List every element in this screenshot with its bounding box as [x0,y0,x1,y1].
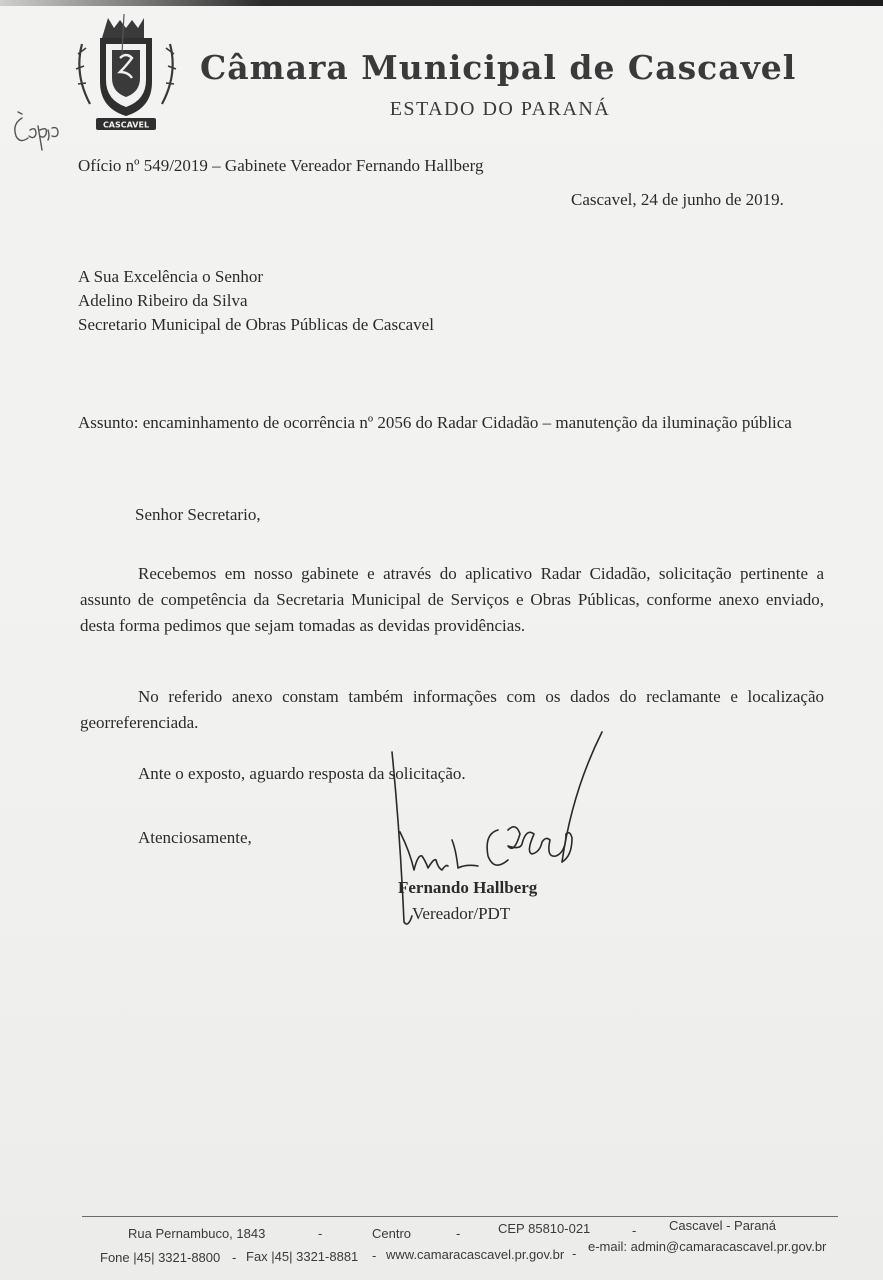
salutation: Senhor Secretario, [135,505,261,524]
recipient-name: Adelino Ribeiro da Silva [78,291,248,310]
recipient-title: Secretario Municipal de Obras Públicas de Cascavel [78,315,434,334]
body-paragraph-3: Ante o exposto, aguardo resposta da solicitação. [138,764,466,783]
recipient-line: A Sua Excelência o Senhor [78,267,264,286]
page-subtitle: ESTADO DO PARANÁ [389,98,611,120]
footer-email[interactable]: e-mail: admin@camaracascavel.pr.gov.br [588,1239,827,1254]
footer-separator: - [318,1226,323,1241]
footer-separator: - [372,1248,377,1263]
footer-separator: - [232,1250,237,1265]
footer-city: Cascavel - Paraná [669,1218,776,1233]
body-paragraph-1: Recebemos em nosso gabinete e através do aplicativo Radar Cidadão, solicitação pertinente a assunto de competência da Secretaria Municipal de Serviços e Obras Públicas, conforme anexo enviado, desta forma pedimos que sejam tomadas as devidas providências. [80,564,824,635]
footer-phone: Fone |45| 3321-8800 [100,1250,221,1265]
footer-website[interactable]: www.camaracascavel.pr.gov.br [386,1247,565,1262]
crest-label: CASCAVEL [102,120,150,130]
subject-line: Assunto: encaminhamento de ocorrência nº 2056 do Radar Cidadão – manutenção da iluminação pública [78,413,792,432]
page-title: Câmara Municipal de Cascavel [200,48,797,87]
footer-district: Centro [372,1226,412,1241]
coat-of-arms-icon [72,14,180,134]
footer-divider [82,1216,838,1217]
reference-line: Ofício nº 549/2019 – Gabinete Vereador Fernando Hallberg [78,156,484,175]
scan-edge [0,0,883,6]
closing: Atenciosamente, [138,828,252,847]
footer-cep: CEP 85810-021 [498,1221,591,1236]
signer-name: Fernando Hallberg [398,878,538,897]
body-paragraph-2: No referido anexo constam também informações com os dados do reclamante e localização georreferenciada. [80,687,824,732]
footer-separator: - [456,1226,461,1241]
handwritten-note-icon [4,104,64,164]
footer-separator: - [632,1223,637,1238]
signature-icon [390,722,620,942]
footer-address: Rua Pernambuco, 1843 [128,1226,266,1241]
signer-role: Vereador/PDT [412,904,511,923]
date-line: Cascavel, 24 de junho de 2019. [571,190,784,209]
footer-separator: - [572,1246,577,1261]
footer-fax: Fax |45| 3321-8881 [246,1249,359,1264]
